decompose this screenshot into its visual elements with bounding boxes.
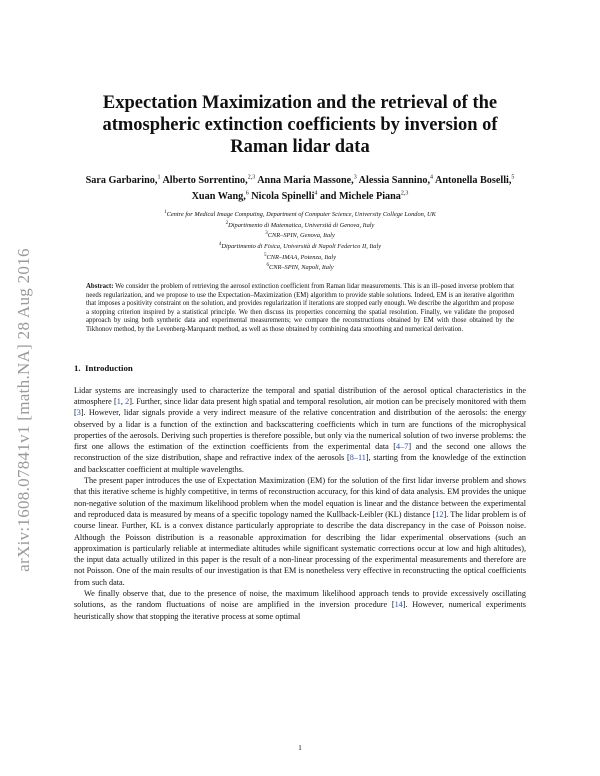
- arxiv-stamp-text: arXiv:1608.07841v1 [math.NA] 28 Aug 2016: [14, 248, 33, 572]
- affiliation-text: CNR–IMAA, Potenza, Italy: [266, 253, 337, 261]
- paragraph: We finally observe that, due to the presence of noise, the maximum likelihood approach tends to provide excessively oscillating solutions, as the random fluctuations of noise are amplified in the inversion procedure [14]. However, numerical experiments heuristically show that stopping the iterative process at some optimal: [74, 589, 526, 621]
- affiliation-text: Dipartimento di Fisica, Università di Napoli Federico II, Italy: [221, 243, 382, 251]
- author: [251, 191, 317, 202]
- paper-title: [74, 92, 526, 158]
- author-name: Alessia Sannino,: [358, 175, 431, 187]
- author-name: Nicola Spinelli: [251, 190, 315, 202]
- arxiv-identifier-stamp: [14, 150, 34, 670]
- author-name: Antonella Boselli,: [435, 175, 512, 187]
- affiliation-text: CNR–SPIN, Genova, Italy: [267, 232, 335, 240]
- section-body: [74, 385, 526, 622]
- author: [359, 175, 433, 186]
- affiliation-list: [74, 209, 526, 273]
- affiliation-mark: 1: [164, 209, 167, 215]
- citation-link[interactable]: 3: [76, 408, 81, 418]
- citation-link[interactable]: 14: [394, 600, 403, 610]
- citation-link[interactable]: 1: [116, 396, 121, 406]
- author-name: Anna Maria Massone,: [257, 175, 354, 187]
- author-affiliation-mark: 2,3: [247, 175, 256, 181]
- affiliation: [74, 209, 526, 220]
- section-number: 1.: [74, 362, 81, 373]
- affiliation: [74, 262, 526, 273]
- author-name: Alberto Sorrentino,: [162, 175, 248, 187]
- affiliation-text: Centre for Medical Image Computing, Department of Computer Science, University College London, UK: [166, 210, 436, 218]
- author-name: Xuan Wang,: [191, 190, 246, 202]
- citation-link[interactable]: 2: [125, 396, 130, 406]
- author: [435, 175, 514, 186]
- author: [192, 191, 249, 202]
- section-heading: [74, 363, 526, 373]
- citation-link[interactable]: 12: [435, 509, 444, 519]
- author-affiliation-mark: 2,3: [400, 190, 409, 197]
- affiliation-mark: 6: [266, 263, 269, 269]
- author-affiliation-mark: 1: [157, 175, 161, 181]
- affiliation-text: Dipartimento di Matematica, Università di Genova, Italy: [228, 221, 375, 229]
- affiliation: [74, 252, 526, 263]
- author-affiliation-mark: 4: [314, 190, 318, 197]
- title-line: Expectation Maximization and the retrieval of the: [102, 93, 498, 113]
- author: [320, 191, 408, 202]
- citation-link[interactable]: 4–7: [396, 442, 409, 452]
- paragraph: Lidar systems are increasingly used to characterize the temporal and spatial distribution of the aerosol optical characteristics in the atmosphere [1, 2]. Further, since lidar data present high spatial and temporal resolution, air motion can be precisely monitored with them [3]. However, lidar signals provide a very indirect measure of the relative concentration and distribution of the aerosols: the energy observed by a lidar is a function of the extinction and backscattering coefficients which in turn are functions of the microphysical properties of the aerosols. Deriving such properties is therefore possible, but only via the numerical solution of two inverse problems: the first one allows the estimation of the extinction coefficients from the experimental data [4–7] and the second one allows the reconstruction of the size distribution, shape and refractive index of the aerosols [8–11], starting from the knowledge of the extinction and backscatter coefficient at multiple wavelengths.: [74, 385, 527, 474]
- author: [162, 175, 255, 186]
- abstract-text: We consider the problem of retrieving the aerosol extinction coefficient from Raman lidar measurements. This is an ill–posed inverse problem that needs regularization, and we propose to use the Expectation–Maximization (EM) algorithm to provide stable solutions. Indeed, EM is an iterative algorithm that imposes a positivity constraint on the solution, and provides regularization if iterations are stopped early enough. We describe the algorithm and propose a stopping criterion inspired by a statistical principle. We then discuss its properties concerning the spatial resolution. Finally, we validate the proposed approach by using both synthetic data and experimental measurements; we compare the reconstructions obtained by EM with those obtained by the Tikhonov method, by the Levenberg-Marquardt method, as well as those obtained by combining data smoothing and numerical derivation.: [86, 283, 515, 334]
- abstract: [86, 283, 514, 335]
- affiliation-mark: 4: [218, 241, 222, 247]
- author-affiliation-mark: 5: [511, 175, 515, 181]
- page-number: 1: [298, 743, 302, 752]
- author: [257, 175, 357, 186]
- section-title: Introduction: [85, 362, 133, 373]
- affiliation-mark: 2: [225, 220, 229, 226]
- paragraph: The present paper introduces the use of Expectation Maximization (EM) for the solution of the first lidar inverse problem and shows that this iterative scheme is highly competitive, in terms of reconstruction accuracy, for this kind of data analysis. EM provides the unique non-negative solution of the maximum likelihood problem when the model equation is linear and the distance between the experimental and reproduced data is measured by means of a specific topology named the Kullback-Leibler (KL) distance [12]. The lidar problem is of course linear. Further, KL is a convex distance particularly appropriate to describe the data discrepancy in the case of Poisson noise. Although the Poisson distribution is a reasonable approximation for describing the lidar experimental observations (such an approximation is particularly reliable at intermediate altitudes while significant systematic corrections occur at low and high altitudes), the input data actually utilized in this paper is the result of a non-linear processing of the experimental measurements and therefore are not Poisson. One of the main results of our investigation is that EM is nonetheless very effective in reconstructing the optical coefficients from such data.: [74, 476, 526, 587]
- paper-page: [74, 92, 526, 622]
- citation-link[interactable]: 8–11: [349, 453, 366, 463]
- author-name: Sara Garbarino,: [85, 175, 158, 187]
- author-list: [74, 172, 526, 203]
- affiliation-text: CNR–SPIN, Napoli, Italy: [268, 264, 334, 272]
- author-name: and Michele Piana: [319, 190, 401, 202]
- affiliation: [74, 241, 526, 252]
- affiliation-mark: 5: [263, 252, 267, 258]
- title-line: atmospheric extinction coefficients by inversion of: [102, 115, 498, 135]
- author-affiliation-mark: 3: [353, 175, 357, 181]
- title-line: Raman lidar data: [230, 137, 370, 157]
- affiliation-mark: 3: [265, 231, 268, 237]
- affiliation: [74, 220, 526, 231]
- author-affiliation-mark: 4: [430, 175, 434, 181]
- abstract-label: Abstract:: [86, 283, 114, 291]
- author: [86, 175, 161, 186]
- author-affiliation-mark: 6: [245, 190, 249, 197]
- affiliation: [74, 230, 526, 241]
